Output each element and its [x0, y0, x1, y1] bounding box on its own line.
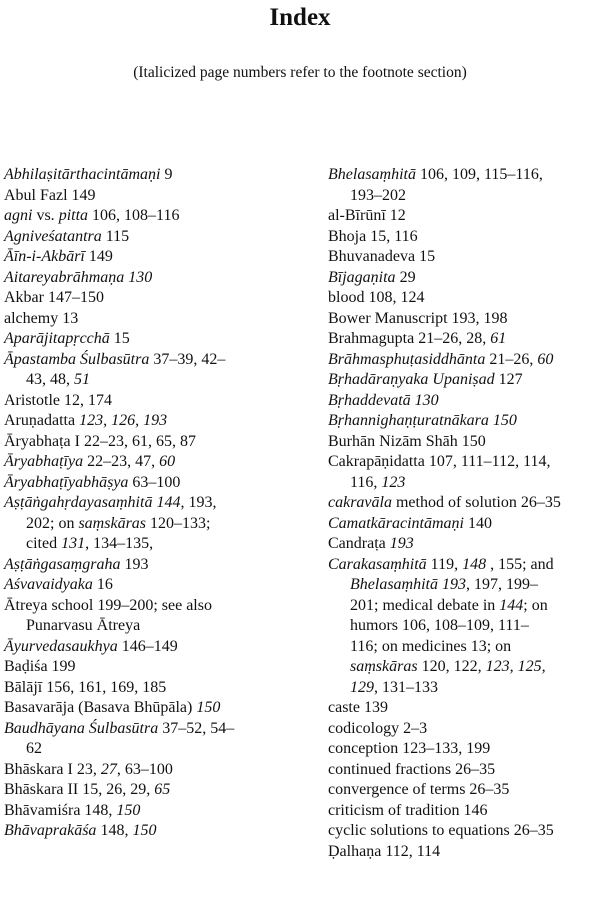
- index-entry: [328, 760, 600, 781]
- index-text-italic: Bṛhannighaṇṭuratnākara: [328, 412, 489, 429]
- index-entry-continuation: [328, 596, 600, 617]
- index-text: continued fractions: [328, 760, 452, 778]
- index-text: 107, 111–112, 114,: [424, 453, 551, 470]
- index-entry: [328, 370, 600, 391]
- index-entry-line: [328, 555, 600, 576]
- index-entry-line: [4, 801, 279, 822]
- index-entry-line: [328, 370, 600, 391]
- index-text: 193, 198: [447, 309, 508, 327]
- index-text: Bhāvamiśra: [4, 801, 81, 819]
- index-entry: [328, 432, 600, 453]
- index-text: 26–35: [465, 781, 510, 798]
- index-entry-line: [328, 452, 600, 473]
- index-text-italic: Aśvavaidyaka: [4, 576, 93, 593]
- index-entry: [4, 493, 279, 555]
- index-text: cyclic solutions to equations: [328, 822, 510, 839]
- index-text: Aristotle: [4, 391, 60, 409]
- index-text: method of solution 26–35: [391, 494, 561, 511]
- index-entry: [328, 206, 600, 227]
- index-entry-line: [4, 288, 279, 309]
- index-text: 199–200; see also: [93, 596, 212, 614]
- index-entry-line: [328, 801, 600, 822]
- index-text: 29: [395, 268, 416, 286]
- index-text-italic: 51: [74, 371, 90, 388]
- index-text: Burhān Nizām Shāh: [328, 432, 458, 450]
- index-text: 140: [464, 514, 492, 532]
- index-entry-continuation: [328, 678, 600, 699]
- index-column-left: [4, 165, 279, 842]
- index-entry-line: [328, 411, 600, 432]
- index-text: 62: [26, 740, 42, 757]
- index-text-italic: Carakasaṃhitā: [328, 555, 427, 573]
- index-text: 193: [120, 555, 149, 573]
- index-text: Bālājī: [4, 678, 43, 696]
- index-entry: [4, 596, 279, 637]
- index-entry: [4, 821, 279, 842]
- index-text: 193–202: [350, 186, 406, 204]
- index-text: 63–100: [128, 473, 181, 491]
- index-entry-continuation: [328, 186, 600, 207]
- index-entry-line: [4, 206, 279, 227]
- index-text: 12: [385, 207, 406, 224]
- index-text-italic: agni: [4, 207, 33, 224]
- index-text-italic: Bṛhadāraṇyaka Upaniṣad: [328, 371, 495, 388]
- index-entry-line: [328, 288, 600, 309]
- index-entry-continuation: [328, 637, 600, 658]
- index-text: 139: [359, 699, 388, 716]
- index-entry-line: [328, 514, 600, 535]
- index-entry-line: [4, 575, 279, 596]
- index-text: , 63–100: [116, 760, 173, 778]
- index-entry-line: [4, 268, 279, 289]
- index-entry: [328, 452, 600, 493]
- index-text-italic: 150: [196, 699, 221, 716]
- index-entry-line: [4, 555, 279, 576]
- index-text-italic: Brāhmasphuṭasiddhānta: [328, 350, 486, 368]
- index-text: alchemy: [4, 309, 59, 327]
- index-entry-line: [328, 780, 600, 801]
- index-text: vs.: [32, 207, 59, 224]
- index-text: 148,: [80, 801, 117, 819]
- index-text-italic: 144: [156, 494, 181, 511]
- index-entry-line: [4, 473, 279, 494]
- index-text: Bhuvanadeva: [328, 248, 416, 265]
- index-entry: [4, 452, 279, 473]
- index-text: 116,: [350, 473, 382, 491]
- index-entry-line: [4, 678, 279, 699]
- index-text-italic: Aitareyabrāhmaṇa: [4, 268, 125, 286]
- index-text: 199: [47, 658, 76, 675]
- index-text-italic: Aparājitapṛcchā: [4, 330, 110, 347]
- index-text-italic: 27: [100, 760, 117, 778]
- index-entry-line: [4, 329, 279, 350]
- index-entry-line: [328, 432, 600, 453]
- index-entry-line: [328, 227, 600, 248]
- index-entry-line: [4, 698, 279, 719]
- index-entry: [328, 247, 600, 268]
- index-text: , 197, 199–: [466, 576, 538, 593]
- index-text: 120, 122,: [417, 658, 486, 675]
- index-text-italic: 123: [381, 473, 406, 491]
- index-entry: [328, 821, 600, 842]
- index-entry: [328, 534, 600, 555]
- index-entry: [328, 698, 600, 719]
- index-text: Bhoja: [328, 227, 367, 245]
- index-entry-continuation: [4, 514, 279, 535]
- index-text: 116; on medicines 13; on: [350, 637, 512, 655]
- index-entry-continuation: [4, 616, 279, 637]
- index-text: Brahmagupta: [328, 330, 415, 347]
- index-text-italic: 150: [132, 822, 157, 839]
- index-entry: [328, 391, 600, 412]
- index-text: Akbar: [4, 289, 44, 306]
- index-entry-line: [4, 227, 279, 248]
- index-text: 106, 108–116: [88, 207, 180, 224]
- index-entry: [328, 268, 600, 289]
- index-text: 156, 161, 169, 185: [42, 678, 167, 696]
- index-entry: [4, 186, 279, 207]
- index-entry-line: [4, 780, 279, 801]
- index-text-italic: 123, 126, 193: [79, 412, 168, 429]
- index-entry: [4, 329, 279, 350]
- index-text: 147–150: [43, 289, 104, 306]
- index-entry-continuation: [4, 534, 279, 555]
- index-entry: [4, 473, 279, 494]
- index-text: 15: [415, 248, 436, 265]
- index-text-italic: Āryabhaṭīya: [4, 453, 84, 470]
- index-text: 9: [160, 166, 173, 183]
- index-entry: [4, 391, 279, 412]
- index-text: 21–26,: [485, 350, 538, 368]
- index-text: Ḍalhaṇa: [328, 842, 382, 860]
- index-text: Basavarāja (Basava Bhūpāla): [4, 699, 193, 716]
- index-text: convergence of terms: [328, 781, 466, 798]
- index-entry-continuation: [328, 657, 600, 678]
- index-text: 149: [67, 186, 96, 204]
- index-text: Abul Fazl: [4, 186, 68, 204]
- index-text-italic: Bhelasaṃhitā: [350, 576, 438, 593]
- index-entry-line: [4, 432, 279, 453]
- index-text: 201; medical debate in: [350, 596, 500, 614]
- index-text: 146–149: [117, 637, 178, 655]
- index-text: Ātreya school: [4, 596, 94, 614]
- index-text-italic: cakravāla: [328, 494, 392, 511]
- index-text: 148,: [96, 822, 133, 839]
- index-entry: [328, 514, 600, 535]
- index-text: 149: [84, 248, 113, 265]
- index-text: 115: [101, 227, 130, 245]
- index-text-italic: Bhāvaprakāśa: [4, 822, 97, 839]
- index-text: 21–26, 28,: [414, 330, 491, 347]
- index-text-italic: saṃskāras: [350, 658, 418, 675]
- index-text: 15, 116: [366, 227, 418, 245]
- index-entry-line: [4, 596, 279, 617]
- index-text-italic: 61: [490, 330, 507, 347]
- index-text: , 193,: [180, 494, 217, 511]
- index-text: criticism of tradition: [328, 801, 460, 819]
- index-text: 22–23, 61, 65, 87: [79, 432, 196, 450]
- index-entry-continuation: [328, 473, 600, 494]
- index-text: 23,: [72, 760, 101, 778]
- index-text: 15: [109, 330, 130, 347]
- index-text: 146: [459, 801, 488, 819]
- index-entry-line: [328, 821, 600, 842]
- index-entry: [4, 309, 279, 330]
- index-text: , 131–133: [374, 678, 438, 696]
- index-text-italic: 123, 125,: [485, 658, 546, 675]
- index-entry-line: [4, 821, 279, 842]
- index-entry: [328, 288, 600, 309]
- index-entry: [4, 657, 279, 678]
- index-text-italic: 150: [492, 412, 517, 429]
- index-entry: [328, 493, 600, 514]
- index-entry-line: [328, 206, 600, 227]
- index-text: humors 106, 108–109, 111–: [350, 617, 529, 634]
- index-text: 37–39, 42–: [149, 350, 226, 368]
- index-entry-line: [328, 698, 600, 719]
- index-text: 26–35: [451, 760, 496, 778]
- index-text: , 155; and: [486, 555, 554, 573]
- index-text-italic: Bījagaṇita: [328, 268, 396, 286]
- index-entry: [328, 739, 600, 760]
- index-text-italic: Agniveśatantra: [4, 227, 102, 245]
- index-text: 22–23, 47,: [83, 453, 160, 470]
- index-text: 12, 174: [60, 391, 112, 409]
- index-text-italic: pitta: [58, 207, 89, 224]
- index-entry-line: [4, 247, 279, 268]
- index-text-italic: 60: [537, 350, 554, 368]
- index-entry: [4, 575, 279, 596]
- index-text-italic: Aṣṭāṅgasaṃgraha: [4, 555, 121, 573]
- index-text: 16: [92, 576, 113, 593]
- index-entry: [328, 719, 600, 740]
- index-text-italic: 148: [462, 555, 487, 573]
- index-entry-line: [4, 309, 279, 330]
- index-text: Punarvasu Ātreya: [26, 617, 141, 634]
- index-text: Candraṭa: [328, 535, 386, 552]
- index-text: Āryabhaṭa I: [4, 432, 80, 450]
- index-entry: [328, 780, 600, 801]
- index-entry-line: [328, 165, 600, 186]
- index-entry-line: [328, 534, 600, 555]
- index-text: 123–133, 199: [398, 740, 491, 757]
- index-text: 127: [494, 371, 523, 388]
- index-entry: [4, 637, 279, 658]
- index-entry: [4, 165, 279, 186]
- index-text-italic: 60: [159, 453, 176, 470]
- index-text-italic: 130: [128, 268, 153, 286]
- index-text: Bhāskara II: [4, 781, 79, 798]
- index-text-italic: 131: [61, 535, 86, 552]
- index-entry: [4, 432, 279, 453]
- index-entry: [328, 555, 600, 699]
- index-text: codicology: [328, 719, 400, 737]
- index-text-italic: Āryabhaṭīyabhāṣya: [4, 473, 129, 491]
- index-entry-line: [328, 247, 600, 268]
- index-entry: [328, 801, 600, 822]
- index-entry: [4, 719, 279, 760]
- index-entry-continuation: [328, 575, 600, 596]
- index-text-italic: 144: [499, 596, 524, 614]
- index-text-italic: Bhelasaṃhitā: [328, 166, 416, 183]
- index-text: Bower Manuscript: [328, 309, 448, 327]
- index-entry-line: [4, 657, 279, 678]
- index-entry-line: [4, 493, 279, 514]
- index-entry-line: [328, 739, 600, 760]
- index-entry-line: [328, 719, 600, 740]
- index-text: caste: [328, 699, 360, 716]
- index-entry: [4, 288, 279, 309]
- index-text-italic: Aṣṭāṅgahṛdayasaṃhitā: [4, 494, 153, 511]
- index-text: Cakrapāṇidatta: [328, 453, 425, 470]
- index-text: Aruṇadatta: [4, 412, 76, 429]
- index-text: 13: [58, 309, 79, 327]
- index-entry: [4, 247, 279, 268]
- index-text: conception: [328, 740, 399, 757]
- index-entry-line: [4, 719, 279, 740]
- index-entry: [4, 268, 279, 289]
- index-entry-line: [4, 637, 279, 658]
- index-entry: [4, 678, 279, 699]
- index-entry: [4, 227, 279, 248]
- index-text-italic: Bṛhaddevatā: [328, 391, 411, 409]
- index-entry-line: [4, 165, 279, 186]
- index-entry-line: [328, 309, 600, 330]
- index-entry: [4, 698, 279, 719]
- index-entry-line: [4, 452, 279, 473]
- index-entry: [328, 350, 600, 371]
- index-text: 150: [457, 432, 486, 450]
- page-title: Index: [269, 4, 331, 31]
- index-entry: [4, 206, 279, 227]
- index-text-italic: Camatkāracintāmaṇi: [328, 514, 464, 532]
- index-entry-continuation: [4, 370, 279, 391]
- index-entry: [4, 411, 279, 432]
- index-entry-line: [4, 350, 279, 371]
- index-text-italic: 193: [389, 535, 414, 552]
- index-text: 119,: [426, 555, 463, 573]
- index-text-italic: Āyurvedasaukhya: [4, 637, 118, 655]
- index-entry: [328, 165, 600, 206]
- index-entry-continuation: [328, 616, 600, 637]
- index-text-italic: 129: [350, 678, 374, 696]
- index-text-italic: 65: [154, 781, 171, 798]
- index-text: 37–52, 54–: [158, 719, 235, 737]
- index-entry-line: [328, 329, 600, 350]
- index-column-right: [328, 165, 600, 862]
- index-text: al-Bīrūnī: [328, 207, 386, 224]
- index-entry: [4, 350, 279, 391]
- index-text: 15, 26, 29,: [78, 781, 155, 798]
- index-text: ; on: [523, 596, 548, 614]
- index-text-italic: Abhilaṣitārthacintāmaṇi: [4, 166, 161, 183]
- index-entry-line: [328, 493, 600, 514]
- index-text: 112, 114: [381, 842, 441, 860]
- index-text: 43, 48,: [26, 371, 74, 388]
- index-text: Bhāskara I: [4, 760, 73, 778]
- index-entry: [4, 555, 279, 576]
- index-text: 2–3: [399, 719, 428, 737]
- index-text: 202; on: [26, 514, 79, 532]
- index-entry: [4, 780, 279, 801]
- index-text: 120–133;: [146, 514, 211, 532]
- index-text-italic: Āpastamba Śulbasūtra: [4, 350, 150, 368]
- page-subtitle: (Italicized page numbers refer to the footnote section): [133, 64, 467, 81]
- index-entry-line: [4, 391, 279, 412]
- index-entry: [328, 842, 600, 863]
- index-text: cited: [26, 535, 62, 552]
- index-entry-line: [328, 350, 600, 371]
- index-entry: [4, 801, 279, 822]
- index-entry-line: [4, 760, 279, 781]
- index-entry-line: [328, 760, 600, 781]
- index-text: 108, 124: [364, 289, 425, 306]
- index-entry-line: [4, 411, 279, 432]
- index-entry-line: [328, 391, 600, 412]
- index-text-italic: 193: [442, 576, 466, 593]
- index-text: 106, 109, 115–116,: [416, 166, 543, 183]
- index-entry: [328, 227, 600, 248]
- index-text: blood: [328, 289, 365, 306]
- index-text-italic: Āīn-i-Akbārī: [4, 248, 85, 265]
- index-entry-line: [328, 842, 600, 863]
- index-text-italic: saṃskāras: [78, 514, 147, 532]
- index-text-italic: Baudhāyana Śulbasūtra: [4, 719, 159, 737]
- index-entry: [328, 329, 600, 350]
- index-text-italic: 130: [414, 391, 439, 409]
- index-entry-continuation: [4, 739, 279, 760]
- index-entry-line: [328, 268, 600, 289]
- index-entry: [4, 760, 279, 781]
- index-text: , 134–135,: [85, 535, 154, 552]
- index-entry-line: [4, 186, 279, 207]
- index-text: Baḍiśa: [4, 658, 48, 675]
- index-entry: [328, 411, 600, 432]
- index-text: 26–35: [509, 822, 554, 839]
- index-text-italic: 150: [116, 801, 141, 819]
- index-entry: [328, 309, 600, 330]
